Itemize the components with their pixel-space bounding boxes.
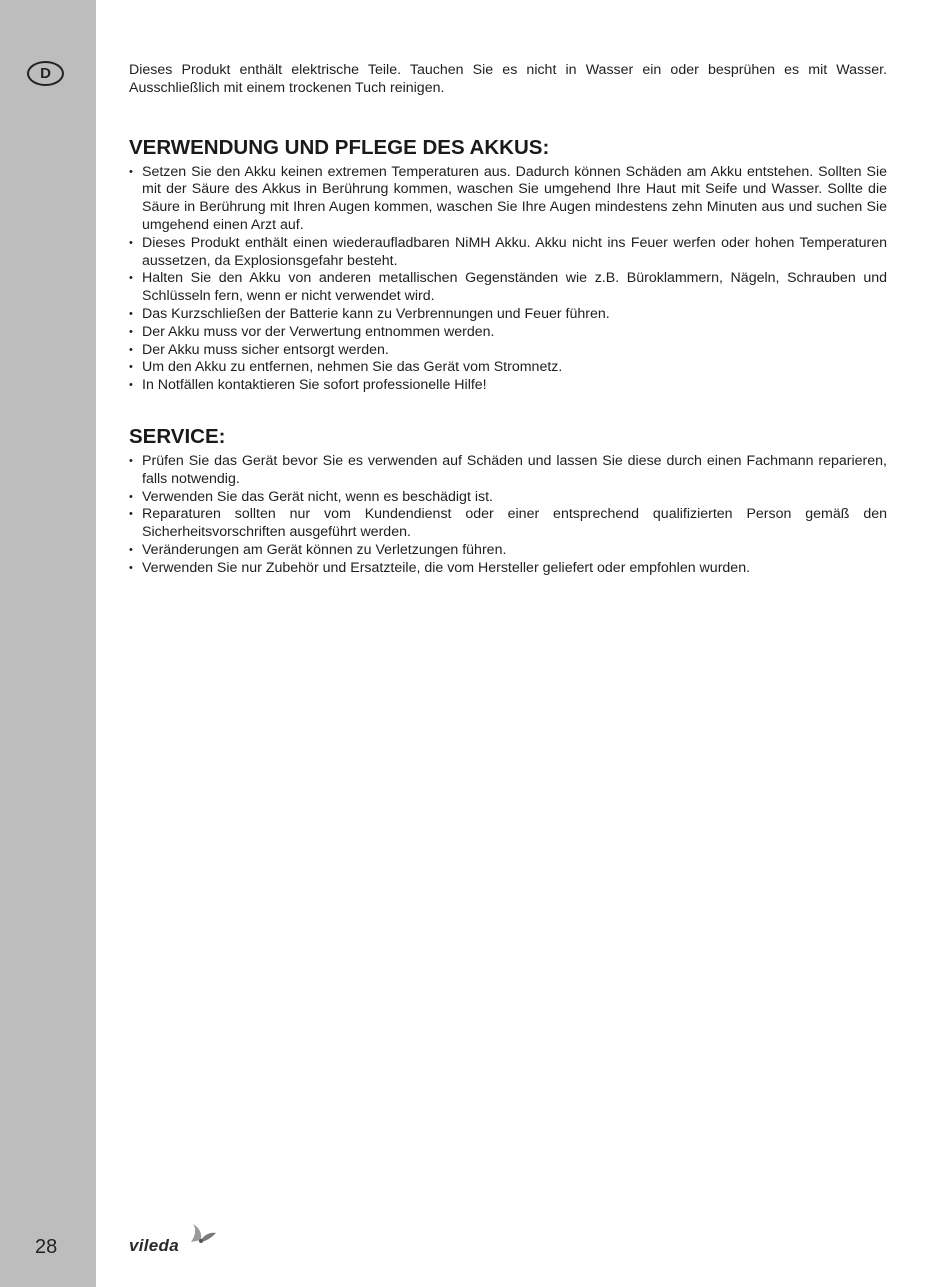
battery-section-heading: VERWENDUNG UND PFLEGE DES AKKUS: <box>129 135 550 159</box>
language-badge: D <box>27 61 64 86</box>
list-item: • Verwenden Sie nur Zubehör und Ersatzteile, die vom Hersteller geliefert oder empfohlen wurden. <box>129 560 887 578</box>
page-content <box>129 62 887 578</box>
list-item: • Verwenden Sie das Gerät nicht, wenn es beschädigt ist. <box>129 489 887 507</box>
list-item: • Der Akku muss vor der Verwertung entnommen werden. <box>129 324 887 342</box>
list-item: • Das Kurzschließen der Batterie kann zu Verbrennungen und Feuer führen. <box>129 306 887 324</box>
list-item: • In Notfällen kontaktieren Sie sofort professionelle Hilfe! <box>129 377 887 395</box>
list-item: • Veränderungen am Gerät können zu Verletzungen führen. <box>129 542 887 560</box>
list-item: • Um den Akku zu entfernen, nehmen Sie das Gerät vom Stromnetz. <box>129 359 887 377</box>
battery-list <box>129 164 887 395</box>
intro-paragraph: Dieses Produkt enthält elektrische Teile. Tauchen Sie es nicht in Wasser ein oder besprühen es mit Wasser. Ausschließlich mit einem trockenen Tuch reinigen. <box>129 62 887 96</box>
sidebar <box>0 0 96 1287</box>
list-item: • Prüfen Sie das Gerät bevor Sie es verwenden auf Schäden und lassen Sie diese durch einen Fachmann reparieren, falls notwendig. <box>129 453 887 489</box>
page-number: 28 <box>35 1236 58 1258</box>
list-item: • Dieses Produkt enthält einen wiederaufladbaren NiMH Akku. Akku nicht ins Feuer werfen oder hohen Temperaturen aussetzen, da Explosionsgefahr besteht. <box>129 235 887 271</box>
list-item: • Halten Sie den Akku von anderen metallischen Gegenständen wie z.B. Büroklammern, Nägeln, Schrauben und Schlüsseln fern, wenn er nicht verwendet wird. <box>129 270 887 306</box>
list-item: • Der Akku muss sicher entsorgt werden. <box>129 342 887 360</box>
list-item: • Setzen Sie den Akku keinen extremen Temperaturen aus. Dadurch können Schäden am Akku entstehen. Sollten Sie mit der Säure des Akkus in Berührung kommen, waschen Sie umgehend Ihre Haut mit Seife und Wasser. Sollte die Säure in Berührung mit Ihren Augen kommen, waschen Sie Ihre Augen mindestens zehn Minuten aus und suchen Sie umgehend einen Arzt auf. <box>129 164 887 235</box>
service-list <box>129 453 887 578</box>
list-item: • Reparaturen sollten nur vom Kundendienst oder einer entsprechend qualifizierten Person gemäß den Sicherheitsvorschriften ausgeführt werden. <box>129 506 887 542</box>
bird-logo-icon <box>187 1222 217 1248</box>
logo-text: vileda <box>129 1236 179 1255</box>
vileda-logo <box>129 1222 221 1258</box>
service-section-heading: SERVICE: <box>129 424 226 448</box>
